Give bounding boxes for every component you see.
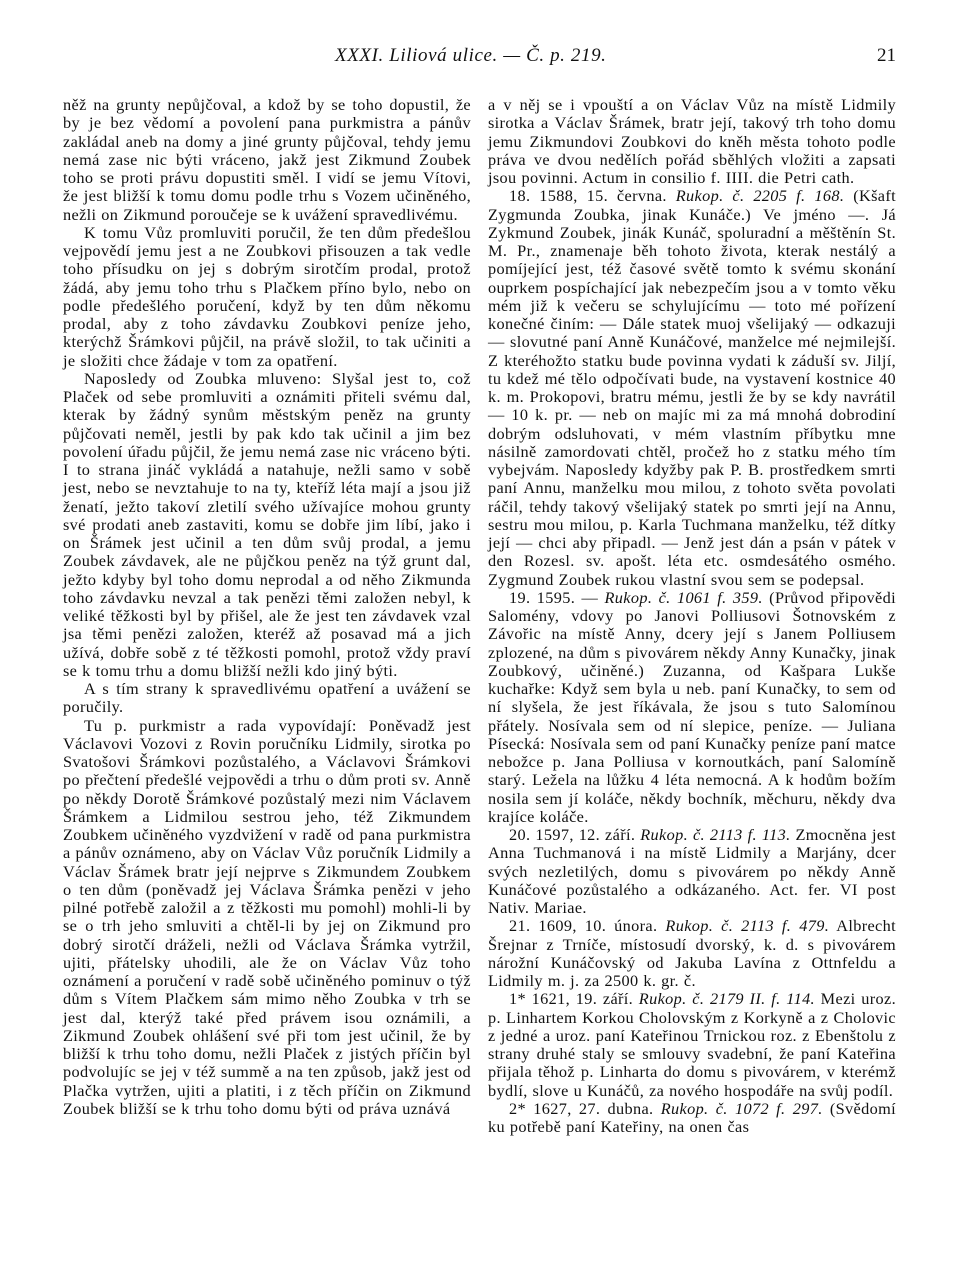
running-title: XXXI. Liliová ulice. — Č. p. 219.: [335, 45, 607, 66]
entry-paragraph: [488, 187, 896, 589]
entry-date: 20. 1597, 12. září.: [509, 825, 641, 844]
entry-date: 21. 1609, 10. února.: [509, 916, 666, 936]
paragraph: Tu p. purkmistr a rada vypovídají: Poněvadž jest Václavovi Vozovi z Rovin poručníku Lidmily, sirotka po Svatošovi Šrámkovi pozůstalého, a Václavovi Šrámkovi po přečtení předešlé vejpovědi a trhu o dům proti sv. Anně po někdy Dorotě Šrámkové pozůstalý mezi nim Václavem Šrámkem a Lidmilou sestrou jeho, též Zikmundem Zoubkem učiněného vyzdvižení v radě od pana purkmistra a pánův oznámeno, aby on Václav Vůz poručník Lidmily a Václav Šrámek bratr její nejprve s Zikmundem Zoubkem o ten dům (poněvadž jej Václava Šrámka penězi v jeho pilné potřebě založil a z těžkosti mu pomohl) mohli-li by se o trh jeho smluviti a chtěl-li by jej on Zikmund pro dobrý sirotčí dráželi, nežli od Václava Šrámka vytržil, ujiti, přátelsky uhodili, ale že on Václav Vůz toho oznámení a poručení v radě sobě učiněného pominuv o týž dům s Vítem Plačkem sám mimo něho Zoubka v trh se jest dal, kterýž také před právem isou oznámili, a Zikmund Zoubek ohlášení své při tom jest učinil, že by bližší k trhu toho domu, nežli Plaček z jistých příčin byl podvolujíc se jej v též summě a na ten způsob, jakž jest od Plačka vytržen, ujiti a platiti, i z těch příčin on Zikmund Zoubek bližší se k trhu toho domu býti od práva uznává: [63, 715, 472, 1118]
left-column: [63, 96, 471, 1118]
manuscript-reference: Rukop. č. 2113 f. 479.: [665, 916, 830, 936]
right-column: [488, 96, 896, 1136]
entry-text: Mezi uroz. p. Linhartem Korkou Cholovským z Korkyně a z Cholovic z jedné a uroz. paní Kateřinou Trnickou roz. z Ebenštolu z strany druhé staly se smlouvy svadební, že paní Kateřina přijala těhož p. Linharta do domu s pivovárem, v kterémž bydlí, slove u Kunáčů, za nového hospodáře na svůj podíl.: [488, 989, 896, 1100]
entry-paragraph: [488, 990, 896, 1100]
manuscript-reference: Rukop. č. 1072 f. 297.: [660, 1098, 823, 1118]
entry-date: 2* 1627, 27. dubna.: [509, 1098, 661, 1118]
entry-paragraph: [488, 1100, 896, 1137]
entry-paragraph: [488, 589, 896, 826]
manuscript-reference: Rukop. č. 2205 f. 168.: [675, 186, 845, 206]
page-number: 21: [877, 45, 896, 66]
entry-date: 18. 1588, 15. června.: [509, 186, 676, 206]
entry-date: 1* 1621, 19. září.: [509, 989, 639, 1009]
entry-paragraph: [488, 826, 896, 917]
entry-text: Zmocněna jest Anna Tuchmanová i na místě Lidmily a Marjány, dcer svých nezletilých, domu s pivovárem po někdy Anně Kunáčové pozůstalého a odkázaného. Act. fer. VI post Nativ. Mariae.: [488, 825, 896, 917]
paragraph: něž na grunty nepůjčoval, a kdož by se toho dopustil, že by je bez vědomí a povolení pana purkmistra a pánův zakládal aneb na domy a jiné grunty půjčoval, tehdy jemu nemá zase nic býti vráceno, jakž jest Zikmund Zoubek toho se proti právu dopustiti směl. I vidí se jemu Vítovi, že jest bližší k tomu domu podle trhu s Vozem učiněného, nežli on Zikmund poroučeje se k uvážení spravedlivému.: [63, 95, 471, 224]
paragraph: A s tím strany k spravedlivému opatření a uvážení se poručily.: [63, 679, 471, 717]
entry-text: (Svědomí ku potřebě paní Kateřiny, na onen čas: [488, 1098, 896, 1136]
manuscript-reference: Rukop. č. 2113 f. 113.: [640, 825, 791, 844]
paragraph: Naposledy od Zoubka mluveno: Slyšal jest to, což Plaček od sebe promluviti a oznámiti přiteli svému dal, kterak by žádný synům městským peněz na grunty půjčovati neměl, jestli by pak kdo tak učinil a jim bez povolení úřadu půjčil, že jemu nemá zase nic vráceno býti. I to strana jináč vykládá a natahuje, nežli samo v sobě jest, nebo se nevztahuje to na ty, kteříž léta mají a jsou již ženatí, ježto takoví zletilí svého užívajíce mohou grunty své prodati aneb zastaviti, komu se dobře jim líbí, jako i on Šrámek jest učinil a ten dům svůj prodal, a jemu Zoubek závdavek, ale ne půjčkou peněz na týž grunt dal, ježto kdyby byl toho domu neprodal a od něho Zikmunda toho závdavku nevzal a tak penězi těmi založen nebyl, k veliké těžkosti byl by přišel, ale že jest ten závdavek vzal jsa těmi penězi založen, kteréž až posavad má a jich užívá, dobře sobě z té těžkosti pomohl, protož vždy praví se k tomu trhu a domu bližší nežli kdo jiný býti.: [63, 368, 471, 680]
entry-paragraph: [488, 917, 896, 990]
paragraph: a v něj se i vpouští a on Václav Vůz na místě Lidmily sirotka a Václav Šrámek, bratr její, takový trh toho domu jemu Zikmundovi Zoubkovi do kněh města tohoto podle práva ve dvou nedělích pořád sběhlých vložiti a zapsati jsou povinni. Actum in consilio f. IIII. die Petri cath.: [488, 95, 896, 187]
running-head: [0, 45, 960, 71]
entry-date: 19. 1595. —: [509, 587, 605, 607]
entry-text: (Kšaft Zygmunda Zoubka, jinak Kunáče.) Ve jméno —. Já Zykmund Zoubek, jinák Kunáč, spoluradní a měštěnín St. M. Pr., znamenaje běh tohoto života, kterak nestálý a pomíjející jest, též časové světě tomto k svému skonání ouprkem pospíchající jak nebezpečím jsou a v tomto věku mém již k večeru se schylujícímu — toto mé pořízení konečné činím: — Dále statek muoj všelijaký — odkazuji — slovutné paní Anně Kunáčové, manželce mé nejmilejší. Z kteréhožto statku bude povinna vydati k záduší sv. Jiljí, tu kdež mé tělo odpočívati bude, na vystavení kostnice 40 k. m. Prokopovi, bratru mému, jestli že by se kdy navrátil — 10 k. pr. — neb on majíc mi za má mnohá dobrodiní dobrým odsluhovati, v mém vlastním příbytku mne násilně zamordovati chtěl, pročež ho z statku mého tím vybejvám. Naposledy kdyžby pak P. B. prostředkem smrti paní Annu, manželku mou milou, z tohoto světa povolati ráčil, tehdy takový všelijaký statek po smrti její na Annu, sestru mou milou, p. Karla Tuchmana manželku, též dítky její — chci aby připadl. — Jenž jest dán a psán v pátek v den Rozesl. sv. apošt. léta etc. osmdesátého osmého. Zygmund Zoubek rukou vlastní svou sem se podepsal.: [488, 186, 896, 589]
manuscript-reference: Rukop. č. 2179 II. f. 114.: [638, 989, 815, 1009]
entry-text: Albrecht Šrejnar z Trníče, místosudí dvorský, k. d. s pivovárem nárožní Kunáčovský od Jakuba Lavína z Ottnfeldu a Lidmily m. j. za 2500 k. gr. č.: [488, 916, 896, 990]
manuscript-reference: Rukop. č. 1061 f. 359.: [604, 587, 763, 607]
entry-text: (Průvod připovědi Salomény, vdovy po Janovi Polliusovi Šotnovském z Závořic na místě Anny, dcery její s Janem Polliusem zplozené, na dům s pivovárem někdy Anny Kunačky, jinak Zoubkový, učiněné.) Zuzanna, od Kašpara Lukše kuchařke: Když sem byla u neb. paní Kunačky, to sem od ní slyšela, že jest říkávala, že jsou s tuto Salomínou přátely. Nosívala sem od ní slepice, peníze. — Juliana Písecká: Nosívala sem od paní Kunačky peníze paní matce nebožce p. Jana Polliusa v kornoutkách, paní Salomíně starý. Ležela na lůžku 4 léta nemocná. A k hodům božím nosila sem jí koláče, někdy bochník, měchuru, někdy dva krajíce koláče.: [488, 587, 896, 826]
paragraph: K tomu Vůz promluviti poručil, že ten dům předešlou vejpovědí jemu jest a ne Zoubkovi přisouzen a tak vedle toho přísudku on jej s dobrým sirotčím prodal, protož žádá, aby jemu toho trhu s Plačkem příno bylo, nebo on podle předešlého poručení, když by ten dům někomu prodal, aby z toho závdavku Zoubkovi peníze jeho, kterýchž Šrámkovi půjčil, na právě složil, to tak učiniti a je složiti chce žádaje v tom za opatření.: [63, 222, 471, 370]
